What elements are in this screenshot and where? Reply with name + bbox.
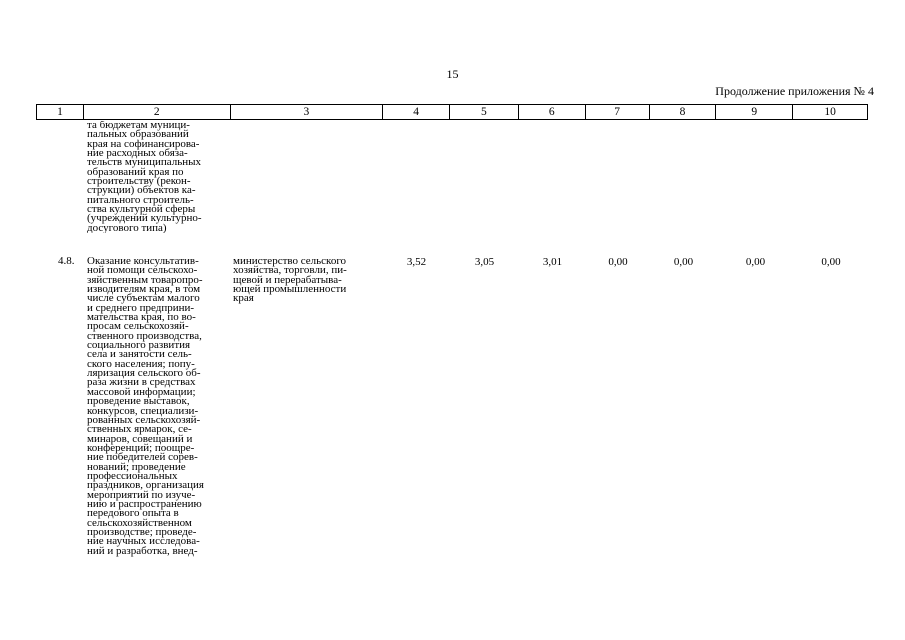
row-number: 4.8. (58, 257, 75, 267)
column-header-6: 6 (519, 105, 586, 119)
column-header-1: 1 (37, 105, 84, 119)
column-header-8: 8 (650, 105, 717, 119)
row-value-col5: 3,05 (474, 256, 495, 268)
column-header-3: 3 (231, 105, 384, 119)
column-header-9: 9 (716, 105, 793, 119)
continuation-title: Продолжение приложения № 4 (715, 84, 874, 98)
table-header-row (36, 104, 868, 120)
continued-cell-text: та бюджетам муници- пальных образований края на софинансирова- ние расходных обяза- тельств муниципальных образований края по строительству (рекон- струкции) объектов ка- питального строитель- ства культурной сферы (учреждений культурно- досугового типа) (87, 121, 202, 234)
column-header-10: 10 (824, 106, 836, 118)
row-value-col9: 0,00 (745, 256, 766, 268)
column-header-5: 5 (450, 105, 519, 119)
row-value-col10: 0,00 (821, 256, 841, 268)
row-value-col7: 0,00 (608, 256, 628, 268)
row-value-col6: 3,01 (542, 256, 563, 268)
column-header-4: 4 (383, 105, 450, 119)
column-header-7: 7 (586, 105, 650, 119)
column-header-2: 2 (84, 105, 231, 119)
row-executor: министерство сельского хозяйства, торговли, пи- щевой и перерабатыва- ющей промышленности края (233, 257, 347, 304)
row-value-col4: 3,52 (406, 256, 427, 268)
row-description: Оказание консультатив- ной помощи сельскохо- зяйственным товаропро- изводителям края, в том числе субъектам малого и среднего предприни- мательства края, по во- просам сельскохозяй- ственного производства, социального развития села и занятости сель- ского населения; попу- ляризация сельского об- раза жизни в средствах массовой информации; проведение выставок, конкурсов, специализи- рованных сельскохозяй- ственных ярмарок, се- минаров, совещаний и конференций; поощре- ние победителей сорев- нований; проведение профессиональных праздников, организация мероприятий по изуче- нию и распространению передового опыта в сельскохозяйственном производстве; проведе- ние научных исследова- ний и разработка, внед- (87, 257, 204, 557)
row-value-col8: 0,00 (673, 256, 694, 268)
page-number: 15 (446, 67, 459, 81)
